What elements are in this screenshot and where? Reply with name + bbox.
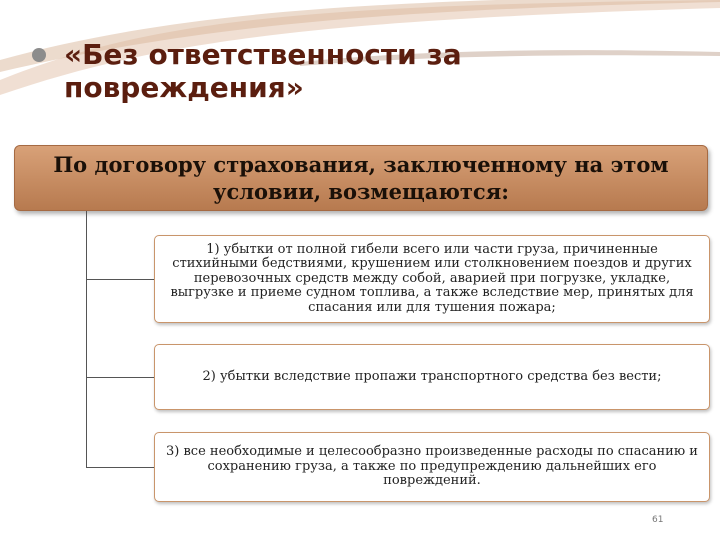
- list-item-text: 3) все необходимые и целесообразно произведенные расходы по спасанию и сохранению груза, а также по предупреждению дальнейших его повреждений.: [166, 444, 698, 489]
- list-item-3: [154, 432, 710, 502]
- list-item-1: [154, 235, 710, 323]
- list-item-2: [154, 344, 710, 410]
- connector-item-1: [86, 279, 154, 280]
- header-box: [14, 145, 708, 211]
- list-item-text: 1) убытки от полной гибели всего или части груза, причиненные стихийными бедствиями, крушением или столкновением поездов и других перевозочных средств между собой, аварией при погрузке, укладке, выгрузке и приеме судном топлива, а также вследствие мер, принятых для спасания или для тушения пожара;: [170, 241, 694, 315]
- connector-item-2: [86, 377, 154, 378]
- slide-title: «Без ответственности за повреждения»: [64, 38, 462, 104]
- list-item-text: 2) убытки вследствие пропажи транспортного средства без вести;: [202, 368, 662, 384]
- bullet-icon: [32, 48, 46, 62]
- page-number: 61: [652, 515, 664, 525]
- connector-item-3: [86, 467, 154, 468]
- connector-vertical: [86, 211, 87, 467]
- header-text: По договору страхования, заключенному на этом условии, возмещаются:: [53, 152, 669, 204]
